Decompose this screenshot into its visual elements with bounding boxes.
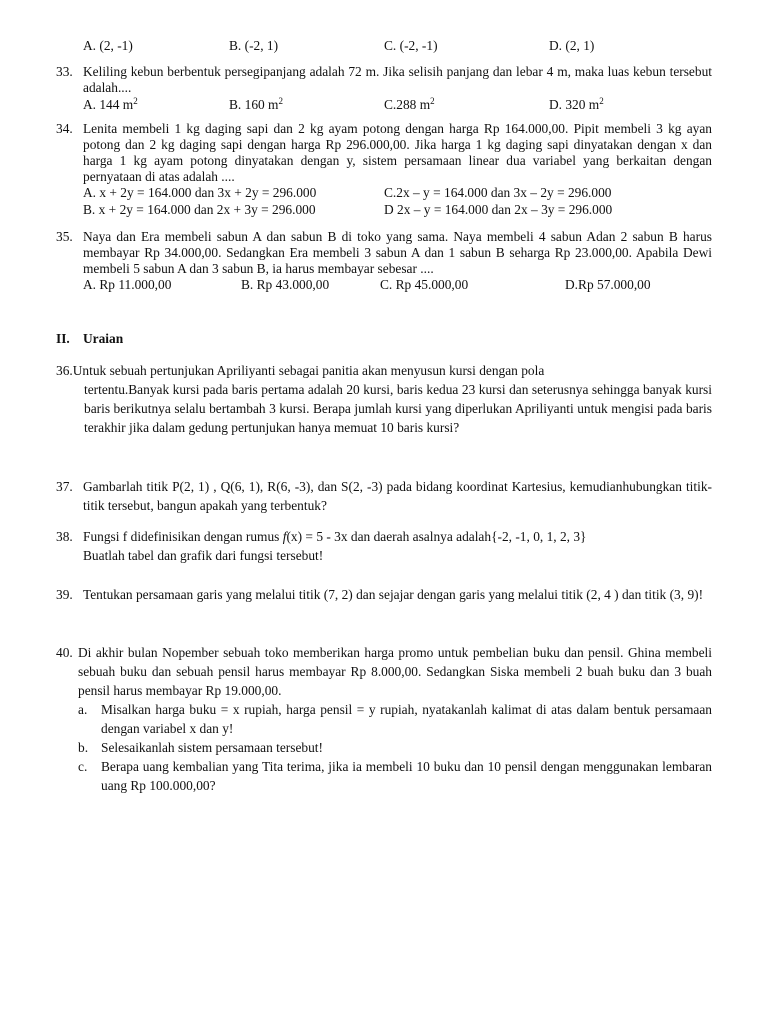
question-38 [56, 527, 712, 565]
q33-options [83, 97, 712, 114]
question-number: 39. [56, 587, 73, 602]
question-35 [56, 229, 712, 294]
q33-option-b: B. 160 $m^2$ [229, 96, 283, 112]
q35-option-a: A. Rp 11.000,00 [83, 277, 172, 292]
sub-item-b: b. Selesaikanlah sistem persamaan tersebut! [78, 740, 323, 755]
question-40 [56, 643, 712, 795]
question-number: 40. [56, 645, 73, 660]
question-text: Tentukan persamaan garis yang melalui titik (7, 2) dan sejajar dengan garis yang melalui titik (2, 4 ) dan titik (3, 9)! [83, 587, 704, 602]
q32-option-b: B. (-2, 1) [229, 38, 279, 53]
sub-item-c: c. Berapa uang kembalian yang Tita terima, jika ia membeli 10 buku dan 10 pensil dengan menggunakan lembaran uang Rp 100.000,00? [78, 759, 712, 793]
q35-option-d: D.Rp 57.000,00 [565, 277, 651, 292]
q32-option-a: A. (2, -1) [83, 38, 133, 53]
section-heading [56, 331, 123, 347]
question-text: Naya dan Era membeli sabun A dan sabun B di toko yang sama. Naya membeli 4 sabun Adan 2 sabun B harus membayar Rp 34.000,00. Sedangkan Era membeli 3 sabun A dan 1 sabun B seharga Rp 23.000,00. Apabila Dewi membeli 5 sabun A dan 3 sabun B, ia harus membayar sebesar .... [83, 229, 712, 276]
sub-item-a: a. Misalkan harga buku = x rupiah, harga pensil = y rupiah, nyatakanlah kalimat di atas dalam bentuk persamaan dengan variabel x dan y! [78, 702, 712, 736]
question-text: Di akhir bulan Nopember sebuah toko memberikan harga promo untuk pembelian buku dan pensil. Ghina membeli sebuah buku dan sebuah pensil harus membayar Rp 8.000,00. Sedangkan Siska membeli 2 buah buku dan 3 buah pensil harus membayar Rp 19.000,00. [78, 645, 712, 698]
q33-option-d: D. 320 $m^2$ [549, 96, 604, 112]
question-39 [56, 585, 712, 604]
question-33 [56, 64, 712, 114]
question-37 [56, 477, 712, 515]
question-text: Lenita membeli 1 kg daging sapi dan 2 kg ayam potong dengan harga Rp 164.000,00. Pipit membeli 3 kg ayan potong dan 2 kg daging sapi dengan harga Rp 296.000,00. Jika harga 1 kg daging sapi dinyatakan dengan x dan harga 1 kg ayam potong dinyatakan dengan y, sistem persamaan linear dua variabel yang berkaitan dengan pernyataan di atas adalah .... [83, 121, 712, 184]
q33-option-a: A. 144 $m^2$ [83, 96, 138, 112]
question-text: Gambarlah titik P(2, 1) , Q(6, 1), R(6, -3), dan S(2, -3) pada bidang koordinat Kartesius, kemudianhubungkan titik-titik tersebut, bangun apakah yang terbentuk? [83, 479, 712, 513]
question-lead: 36.Untuk sebuah pertunjukan Apriliyanti sebagai panitia akan menyusun kursi dengan pola [56, 363, 545, 378]
q35-option-c: C. Rp 45.000,00 [380, 277, 469, 292]
q34-option-d: D 2x – y = 164.000 dan 2x – 3y = 296.000 [384, 202, 613, 217]
question-34 [56, 121, 712, 219]
q34-options-row2 [83, 202, 712, 219]
question-text: Fungsi f didefinisikan dengan rumus f(x) = 5 - 3x dan daerah asalnya adalah{-2, -1, 0, 1, 2, 3} [83, 529, 587, 544]
question-36 [56, 361, 712, 437]
question-text: tertentu.Banyak kursi pada baris pertama adalah 20 kursi, baris kedua 23 kursi dan seterusnya sehingga banyak kursi baris berikutnya selalu bertambah 3 kursi. Berapa jumlah kursi yang diperlukan Apriliyanti untuk mengisi pada baris terakhir jika dalam gedung pertunjukan hanya memuat 10 baris kursi? [84, 382, 712, 435]
q34-option-b: B. x + 2y = 164.000 dan 2x + 3y = 296.000 [83, 202, 316, 217]
question-number: 37. [56, 479, 73, 494]
q35-option-b: B. Rp 43.000,00 [241, 277, 330, 292]
question-number: 34. [56, 121, 73, 136]
question-number: 33. [56, 64, 73, 79]
q32-options [83, 38, 723, 55]
q35-options [83, 277, 712, 294]
q34-option-a: A. x + 2y = 164.000 dan 3x + 2y = 296.000 [83, 185, 317, 200]
q33-option-c: C.288 $m^2$ [384, 96, 435, 112]
question-text: Keliling kebun berbentuk persegipanjang adalah 72 m. Jika selisih panjang dan lebar 4 m, maka luas kebun tersebut adalah.... [83, 64, 712, 95]
question-number: 38. [56, 529, 73, 544]
q32-option-c: C. (-2, -1) [384, 38, 438, 53]
q32-option-d: D. (2, 1) [549, 38, 595, 53]
question-instruction: Buatlah tabel dan grafik dari fungsi tersebut! [83, 548, 324, 563]
section-title: Uraian [83, 331, 124, 346]
q34-option-c: C.2x – y = 164.000 dan 3x – 2y = 296.000 [384, 185, 612, 200]
q34-options-row1 [83, 185, 712, 202]
question-number: 35. [56, 229, 73, 244]
section-number: II. [56, 331, 70, 346]
